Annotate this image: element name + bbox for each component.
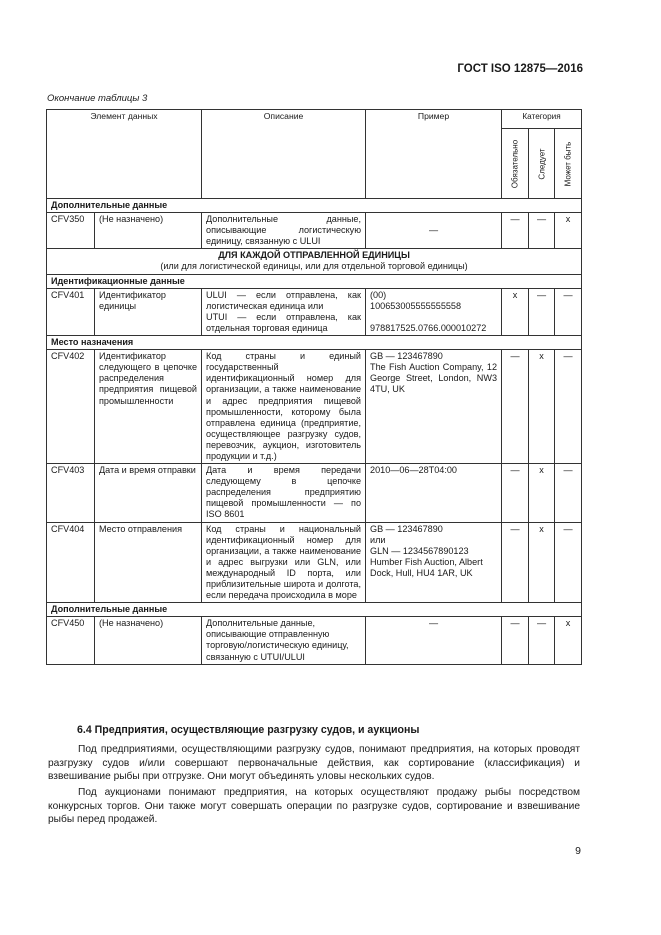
- category-may: —: [555, 350, 582, 464]
- table-row: [47, 350, 582, 464]
- header-description: Описание: [202, 110, 366, 199]
- element-code: CFV402: [47, 350, 95, 464]
- category-mandatory: x: [502, 288, 529, 335]
- element-name: (Не назначено): [95, 213, 202, 249]
- category-mandatory: —: [502, 522, 529, 603]
- shipped-unit-row: [47, 249, 582, 274]
- element-name: Идентификатор следующего в цепочке распределения предприятия пищевой промышленности: [95, 350, 202, 464]
- shipped-unit-title: ДЛЯ КАЖДОЙ ОТПРАВЛЕННОЙ ЕДИНИЦЫ: [218, 250, 410, 261]
- element-example: 2010—06—28T04:00: [366, 464, 502, 522]
- category-mandatory: —: [502, 350, 529, 464]
- section-row-additional: Дополнительные данные: [47, 603, 582, 617]
- element-code: CFV403: [47, 464, 95, 522]
- category-should: x: [529, 464, 555, 522]
- paragraph: Под аукционами понимают предприятия, на которых осуществляют продажу рыбы посредством конкурсных торгов. Они также могут совершать операции по разгрузке судов, сортирование и взвешивание рыбы перед продажей.: [48, 787, 580, 826]
- paragraph: Под предприятиями, осуществляющими разгрузку судов, понимают предприятия, на которых проводят разгрузку судов и/или совершают первоначальные действия, как сортирование (классификация) и взвешивание рыбы при отгрузке. Они могут объединять уловы нескольких судов.: [48, 744, 580, 783]
- element-description: Дата и время передачи следующему в цепочке распределения предприятию пищевой промышленности — по ISO 8601: [202, 464, 366, 522]
- element-example: —: [366, 617, 502, 664]
- table-header-row: [47, 110, 582, 129]
- element-code: CFV350: [47, 213, 95, 249]
- element-description: Код страны и единый государственный идентификационный номер для организации, а также наименование и адрес предприятия пищевой промышленности, которому была отправлена единица (предприятие, осуществляющее разгрузку судов, перевозчик, аукцион, изготовитель продукции и т.д.): [202, 350, 366, 464]
- table-row: [47, 617, 582, 664]
- element-example: —: [366, 213, 502, 249]
- element-description: Дополнительные данные, описывающие логистическую единицу, связанную с ULUI: [202, 213, 366, 249]
- category-may: x: [555, 213, 582, 249]
- element-description: ULUI — если отправлена, как логистическая единица или UTUI — если отправлена, как отдельная торговая единица: [202, 288, 366, 335]
- element-example: GB — 123467890 The Fish Auction Company, 12 George Street, London, NW3 4TU, UK: [366, 350, 502, 464]
- element-example: (00) 100653005555555558 978817525.0766.000010272: [366, 288, 502, 335]
- header-cat-may: Может быть: [555, 129, 582, 199]
- category-may: —: [555, 464, 582, 522]
- header-element: Элемент данных: [47, 110, 202, 199]
- table-row: [47, 213, 582, 249]
- category-should: —: [529, 617, 555, 664]
- category-may: x: [555, 617, 582, 664]
- category-may: —: [555, 522, 582, 603]
- category-should: x: [529, 522, 555, 603]
- category-mandatory: —: [502, 213, 529, 249]
- section-row-identification: Идентификационные данные: [47, 274, 582, 288]
- category-mandatory: —: [502, 464, 529, 522]
- element-example: GB — 123467890 или GLN — 1234567890123 Humber Fish Auction, Albert Dock, Hull, HU4 1AR, UK: [366, 522, 502, 603]
- section-heading: 6.4 Предприятия, осуществляющие разгрузку судов, и аукционы: [77, 724, 420, 736]
- table-row: [47, 288, 582, 335]
- element-description: Дополнительные данные, описывающие отправленную торговую/логистическую единицу, связанную с UTUI/ULUI: [202, 617, 366, 664]
- category-may: —: [555, 288, 582, 335]
- category-should: —: [529, 213, 555, 249]
- category-should: x: [529, 350, 555, 464]
- header-example: Пример: [366, 110, 502, 199]
- document-code: ГОСТ ISO 12875—2016: [457, 63, 583, 75]
- table-row: [47, 522, 582, 603]
- header-category: Категория: [502, 110, 582, 129]
- element-code: CFV401: [47, 288, 95, 335]
- table-row: [47, 464, 582, 522]
- element-name: Дата и время отправки: [95, 464, 202, 522]
- element-name: (Не назначено): [95, 617, 202, 664]
- category-mandatory: —: [502, 617, 529, 664]
- element-name: Идентификатор единицы: [95, 288, 202, 335]
- header-cat-should: Следует: [529, 129, 555, 199]
- element-name: Место отправления: [95, 522, 202, 603]
- shipped-unit-subtitle: (или для логистической единицы, или для отдельной торговой единицы): [160, 261, 468, 272]
- data-elements-table: [46, 109, 582, 665]
- category-should: —: [529, 288, 555, 335]
- element-code: CFV450: [47, 617, 95, 664]
- element-code: CFV404: [47, 522, 95, 603]
- section-row-destination: Место назначения: [47, 336, 582, 350]
- header-cat-mandatory: Обязательно: [502, 129, 529, 199]
- element-description: Код страны и национальный идентификационный номер для организации, а также наименование и адрес выгрузки или GLN, или международный ID порта, или приблизительные широта и долгота, если передача происходила в море: [202, 522, 366, 603]
- table-caption: Окончание таблицы 3: [47, 93, 148, 104]
- section-row-additional: Дополнительные данные: [47, 199, 582, 213]
- page-number: 9: [575, 845, 581, 857]
